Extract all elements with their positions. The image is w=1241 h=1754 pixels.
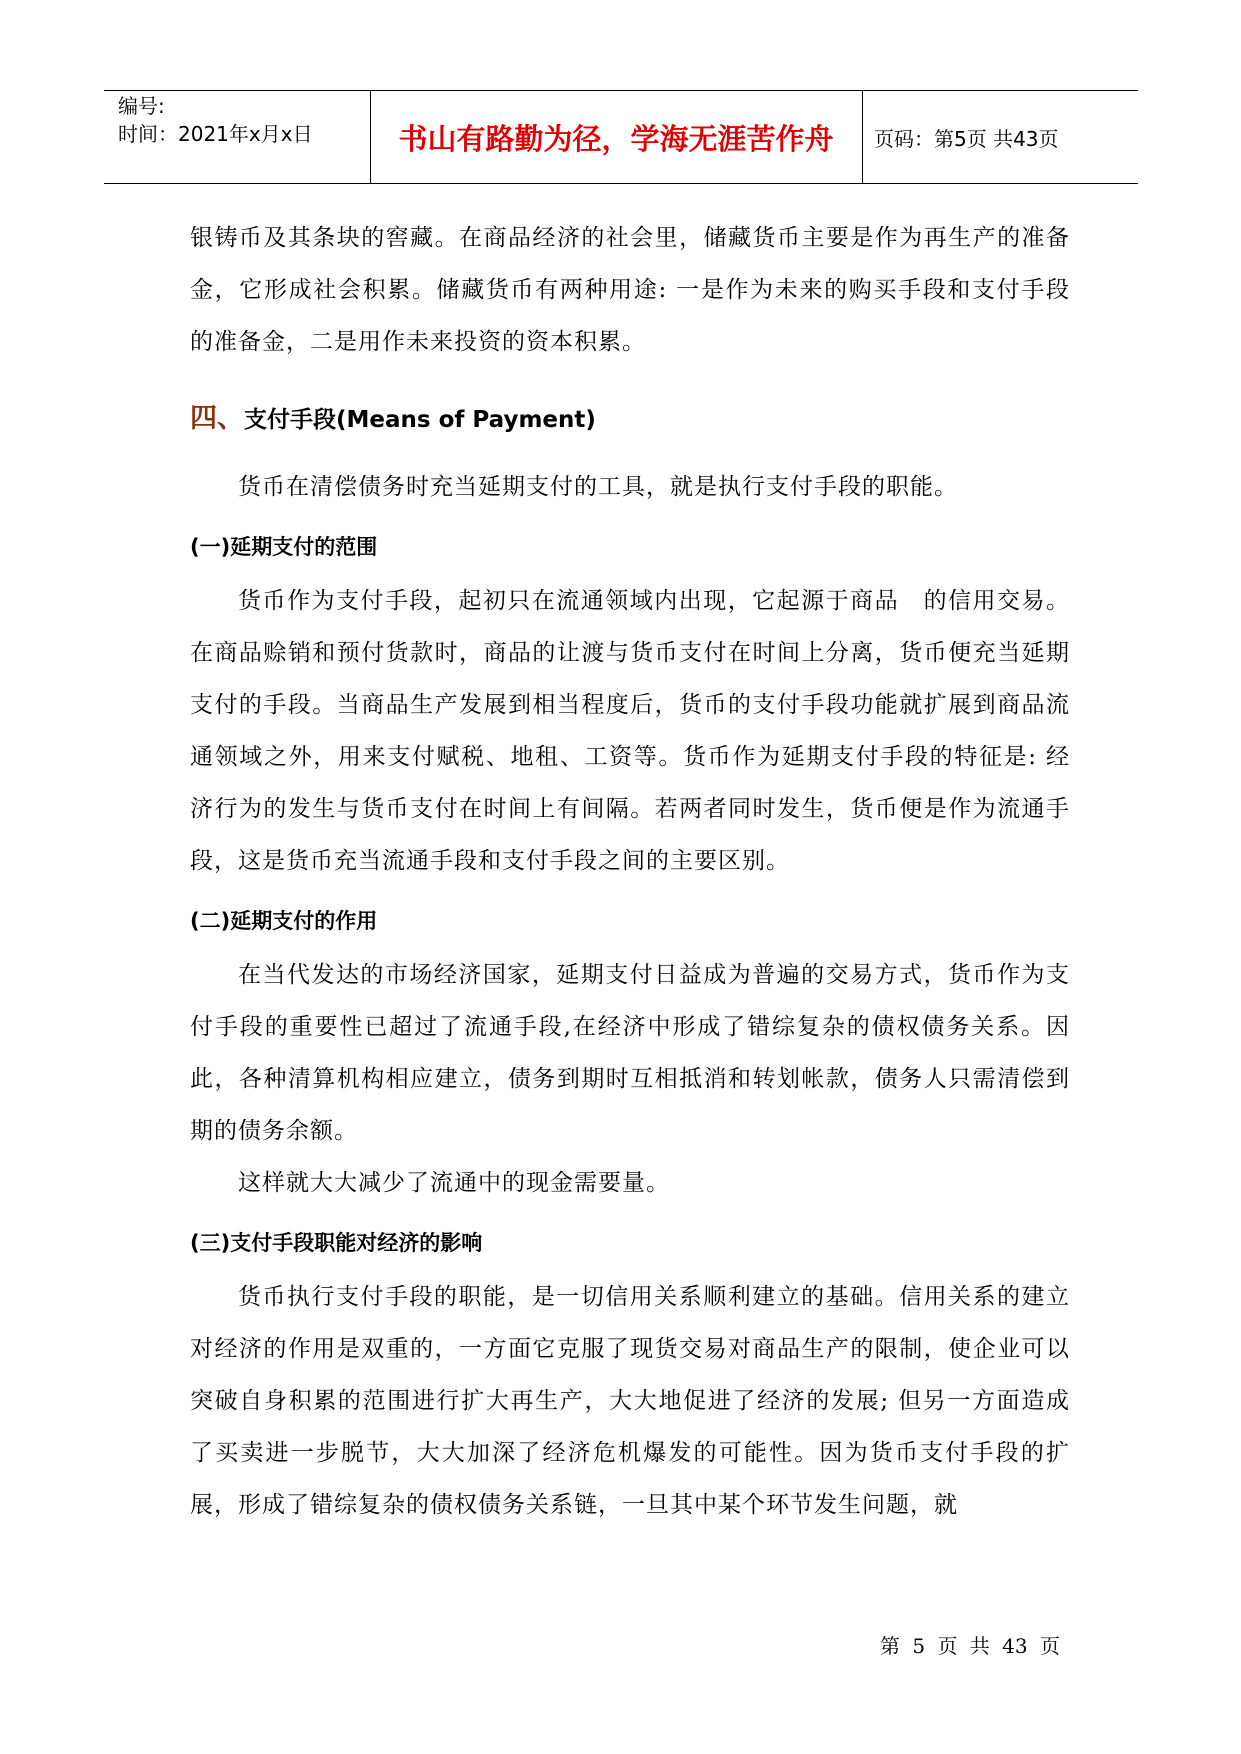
page-header	[104, 90, 1138, 184]
page-footer: 第 5 页 共 43 页	[880, 1634, 1060, 1658]
header-meta	[118, 91, 370, 183]
document-time-label: 时间：2021年x月x日	[118, 122, 313, 146]
header-page-info: 页码：第5页 共43页	[874, 126, 1059, 151]
section-number: 四、	[190, 403, 244, 434]
subsection-2-paragraph-2: 这样就大大减少了流通中的现金需要量。	[238, 1170, 670, 1196]
header-motto: 书山有路勤为径，学海无涯苦作舟	[398, 121, 834, 156]
section-heading-4	[190, 396, 1070, 435]
section-intro-paragraph: 货币在清偿债务时充当延期支付的工具，就是执行支付手段的职能。	[238, 474, 958, 500]
document-number-label: 编号:	[118, 94, 165, 118]
document-body	[190, 212, 1070, 1531]
subsection-3-paragraph: 货币执行支付手段的职能，是一切信用关系顺利建立的基础。信用关系的建立对经济的作用是双重的，一方面它克服了现货交易对商品生产的限制，使企业可以突破自身积累的范围进行扩大再生产，大大地促进了经济的发展; 但另一方面造成了买卖进一步脱节，大大加深了经济危机爆发的可能性。因为货币支付手段的扩展，形成了错综复杂的债权债务关系链，一旦其中某个环节发生问题，就	[190, 1284, 1070, 1518]
section-title: 支付手段(Means of Payment)	[244, 407, 596, 433]
subsection-heading-1: (一)延期支付的范围	[190, 535, 378, 559]
intro-paragraph: 银铸币及其条块的窖藏。在商品经济的社会里，储藏货币主要是作为再生产的准备金，它形成社会积累。储藏货币有两种用途: 一是作为未来的购买手段和支付手段的准备金，二是用作未来投资的资本积累。	[190, 225, 1070, 355]
subsection-2-paragraph-1: 在当代发达的市场经济国家，延期支付日益成为普遍的交易方式，货币作为支付手段的重要性已超过了流通手段,在经济中形成了错综复杂的债权债务关系。因此，各种清算机构相应建立，债务到期时互相抵消和转划帐款，债务人只需清偿到期的债务余额。	[190, 962, 1070, 1144]
subsection-heading-3: (三)支付手段职能对经济的影响	[190, 1231, 483, 1255]
subsection-1-paragraph: 货币作为支付手段，起初只在流通领域内出现，它起源于商品 的信用交易。在商品赊销和预付货款时，商品的让渡与货币支付在时间上分离，货币便充当延期支付的手段。当商品生产发展到相当程度后，货币的支付手段功能就扩展到商品流通领域之外，用来支付赋税、地租、工资等。货币作为延期支付手段的特征是: 经济行为的发生与货币支付在时间上有间隔。若两者同时发生，货币便是作为流通手段，这是货币充当流通手段和支付手段之间的主要区别。	[190, 588, 1070, 874]
header-divider-right	[862, 91, 863, 183]
subsection-heading-2: (二)延期支付的作用	[190, 909, 378, 933]
